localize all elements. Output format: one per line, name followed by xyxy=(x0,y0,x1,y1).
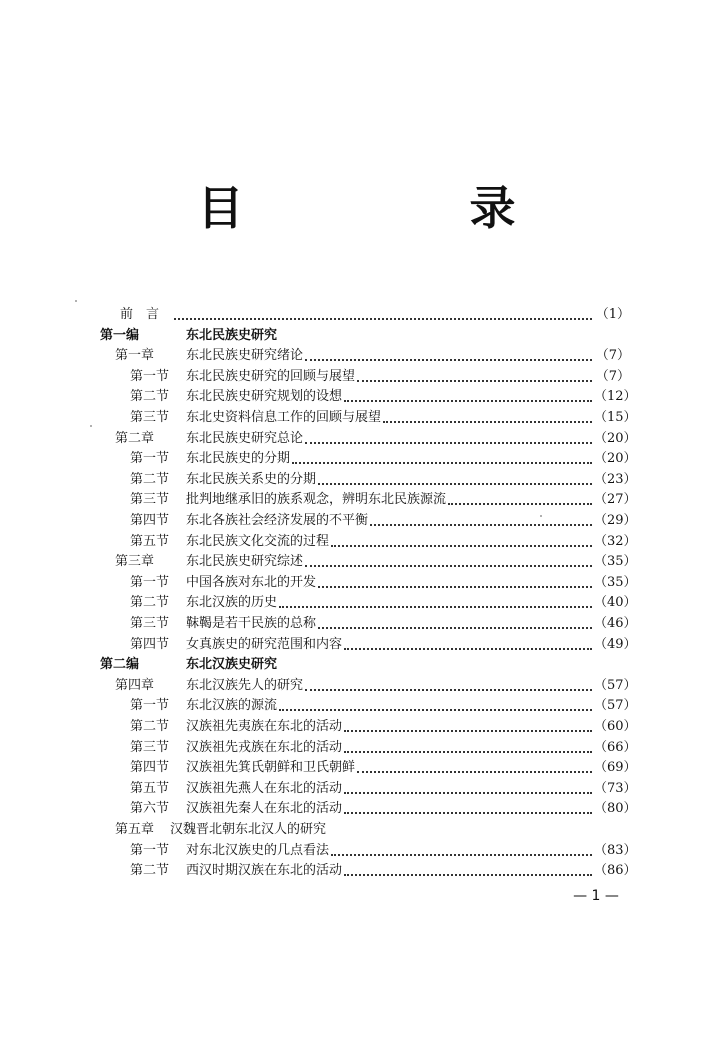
toc-entry-page: （35） xyxy=(594,574,637,590)
toc-entry-page: （86） xyxy=(594,863,637,879)
toc-entry xyxy=(130,717,637,737)
toc-entry-page: （29） xyxy=(594,513,637,528)
toc-entry-label: 第三节 xyxy=(130,410,170,425)
toc-entry-title: 东北民族史研究的回顾与展望 xyxy=(186,368,356,384)
toc-entry-title: 中国各族对东北的开发 xyxy=(186,574,317,590)
toc-entry-title: 东北民族史的分期 xyxy=(186,451,291,467)
dot-leader xyxy=(318,584,592,588)
toc-entry-title: 东北民族史研究绪论 xyxy=(186,348,304,364)
toc-entry-title: 东北民族史研究综述 xyxy=(186,554,304,570)
dot-leader xyxy=(318,625,592,629)
toc-entry-label: 前 言 xyxy=(120,307,160,322)
toc-entry xyxy=(130,841,637,861)
dot-leader xyxy=(292,460,592,464)
toc-entry-title: 女真族史的研究范围和内容 xyxy=(186,636,343,652)
toc-entry-page: （69） xyxy=(594,760,637,776)
dot-leader xyxy=(174,316,592,320)
toc-entry-page: （7） xyxy=(595,368,630,384)
toc-entry-label: 第一节 xyxy=(130,842,170,858)
toc-entry-page: （57） xyxy=(594,698,637,714)
toc-entry-label: 第二节 xyxy=(130,389,170,405)
toc-entry-title: 东北汉族史研究 xyxy=(186,657,278,673)
toc-entry-page: （46） xyxy=(594,616,637,631)
toc-entry-page: （73） xyxy=(594,780,637,796)
toc-entry-page: （20） xyxy=(594,430,637,446)
toc-entry-title: 东北汉族先人的研究 xyxy=(186,677,304,693)
scan-speck xyxy=(90,425,92,427)
scan-speck xyxy=(540,515,542,517)
toc-entry-title: 东北各族社会经济发展的不平衡 xyxy=(186,513,369,528)
toc-entry-page: （80） xyxy=(594,801,637,817)
toc-entry-title: 靺鞨是若干民族的总称 xyxy=(186,616,317,631)
dot-leader xyxy=(331,543,592,547)
toc-entry xyxy=(130,573,637,593)
page-title: 目 录 xyxy=(197,181,606,235)
toc-entry xyxy=(130,738,637,758)
toc-entry-label: 第二节 xyxy=(130,719,170,734)
toc-entry-label: 第六节 xyxy=(130,801,170,817)
toc-entry-label: 第二节 xyxy=(130,471,170,487)
toc-entry-label: 第二节 xyxy=(130,595,170,611)
toc-entry xyxy=(130,470,637,490)
toc-entry-title: 东北民族史研究 xyxy=(186,327,278,343)
toc-entry-label: 第五章 xyxy=(115,822,155,837)
toc-entry-label: 第一节 xyxy=(130,368,170,384)
dot-leader xyxy=(357,769,592,773)
toc-entry-title: 汉魏晋北朝东北汉人的研究 xyxy=(170,822,327,837)
dot-leader xyxy=(279,604,592,608)
toc-entry-page: （35） xyxy=(594,554,637,570)
dot-leader xyxy=(344,872,592,876)
dot-leader xyxy=(344,728,592,732)
page-number: — 1 — xyxy=(573,888,619,904)
toc-entry-title: 东北史资料信息工作的回顾与展望 xyxy=(186,410,382,425)
toc-entry xyxy=(115,429,637,449)
dot-leader xyxy=(305,440,592,444)
toc-entry-label: 第二节 xyxy=(130,863,170,879)
toc-entry-page: （27） xyxy=(594,492,637,508)
toc-entry xyxy=(115,820,630,840)
dot-leader xyxy=(344,646,592,650)
toc-entry-title: 东北汉族的历史 xyxy=(186,595,278,611)
toc-entry-label: 第四节 xyxy=(130,636,170,652)
toc-entry xyxy=(130,635,637,655)
toc-entry-label: 第二章 xyxy=(115,430,155,446)
toc-entry-title: 东北民族文化交流的过程 xyxy=(186,533,330,549)
toc-entry xyxy=(130,593,637,613)
toc-entry-page: （20） xyxy=(594,451,637,467)
dot-leader xyxy=(318,481,592,485)
dot-leader xyxy=(331,852,592,856)
toc-entry-label: 第二编 xyxy=(100,657,140,673)
toc-entry-title: 东北汉族的源流 xyxy=(186,698,278,714)
toc-entry-page: （32） xyxy=(594,533,637,549)
toc-entry-label: 第一节 xyxy=(130,451,170,467)
toc-entry xyxy=(100,655,630,675)
dot-leader xyxy=(370,522,592,526)
toc-entry-page: （40） xyxy=(594,595,637,611)
toc-entry xyxy=(130,490,637,510)
toc-entry-title: 东北民族史研究规划的设想 xyxy=(186,389,343,405)
dot-leader xyxy=(305,563,592,567)
toc-entry xyxy=(130,861,637,881)
toc-entry xyxy=(115,552,637,572)
toc-entry-label: 第四节 xyxy=(130,513,170,528)
dot-leader xyxy=(305,687,592,691)
toc-entry-title: 东北民族史研究总论 xyxy=(186,430,304,446)
toc-entry-label: 第五节 xyxy=(130,780,170,796)
toc-entry xyxy=(130,408,637,428)
toc-entry-page: （23） xyxy=(594,471,637,487)
toc-entry-label: 第四章 xyxy=(115,677,155,693)
toc-entry-label: 第五节 xyxy=(130,533,170,549)
toc-entry-label: 第四节 xyxy=(130,760,170,776)
toc-entry-page: （15） xyxy=(594,410,637,425)
toc-entry-page: （12） xyxy=(594,389,637,405)
toc-entry-page: （1） xyxy=(595,307,630,322)
toc-entry-title: 汉族祖先夷族在东北的活动 xyxy=(186,719,343,734)
toc-entry-title: 汉族祖先戎族在东北的活动 xyxy=(186,739,343,755)
toc-entry-title: 批判地继承旧的族系观念，辨明东北民族源流 xyxy=(186,492,447,508)
toc-entry xyxy=(115,676,637,696)
toc-entry xyxy=(120,305,630,325)
toc-entry-page: （57） xyxy=(594,677,637,693)
dot-leader xyxy=(344,398,592,402)
toc-entry-label: 第一编 xyxy=(100,327,140,343)
dot-leader xyxy=(344,749,592,753)
toc-entry-title: 对东北汉族史的几点看法 xyxy=(186,842,330,858)
toc-entry-label: 第三章 xyxy=(115,554,155,570)
dot-leader xyxy=(344,790,592,794)
toc-entry xyxy=(115,346,630,366)
toc-entry-label: 第一节 xyxy=(130,574,170,590)
toc-entry-title: 西汉时期汉族在东北的活动 xyxy=(186,863,343,879)
toc-entry xyxy=(130,614,637,634)
dot-leader xyxy=(305,357,592,361)
toc-entry-label: 第三节 xyxy=(130,739,170,755)
toc-entry xyxy=(130,511,637,531)
scan-speck xyxy=(75,300,77,302)
dot-leader xyxy=(357,378,592,382)
toc-entry-page: （7） xyxy=(595,348,630,364)
toc-entry-page: （60） xyxy=(594,719,637,734)
toc-entry xyxy=(130,449,637,469)
toc-entry xyxy=(130,532,637,552)
toc-entry xyxy=(130,696,637,716)
toc-entry-title: 汉族祖先秦人在东北的活动 xyxy=(186,801,343,817)
toc-entry xyxy=(130,779,637,799)
toc-entry-label: 第三节 xyxy=(130,616,170,631)
toc-entry-page: （66） xyxy=(594,739,637,755)
toc-entry-page: （49） xyxy=(594,636,637,652)
toc-entry-title: 东北民族关系史的分期 xyxy=(186,471,317,487)
toc-entry-label: 第一节 xyxy=(130,698,170,714)
toc-entry xyxy=(100,326,630,346)
toc-entry-label: 第三节 xyxy=(130,492,170,508)
toc-entry-label: 第一章 xyxy=(115,348,155,364)
toc-entry-title: 汉族祖先燕人在东北的活动 xyxy=(186,780,343,796)
dot-leader xyxy=(344,810,592,814)
toc-entry-page: （83） xyxy=(594,842,637,858)
toc-entry xyxy=(130,758,637,778)
dot-leader xyxy=(383,419,592,423)
toc-entry xyxy=(130,387,637,407)
dot-leader xyxy=(448,501,592,505)
toc-entry xyxy=(130,367,630,387)
dot-leader xyxy=(279,707,592,711)
toc-entry xyxy=(130,799,637,819)
toc-entry-title: 汉族祖先箕氏朝鲜和卫氏朝鲜 xyxy=(186,760,356,776)
